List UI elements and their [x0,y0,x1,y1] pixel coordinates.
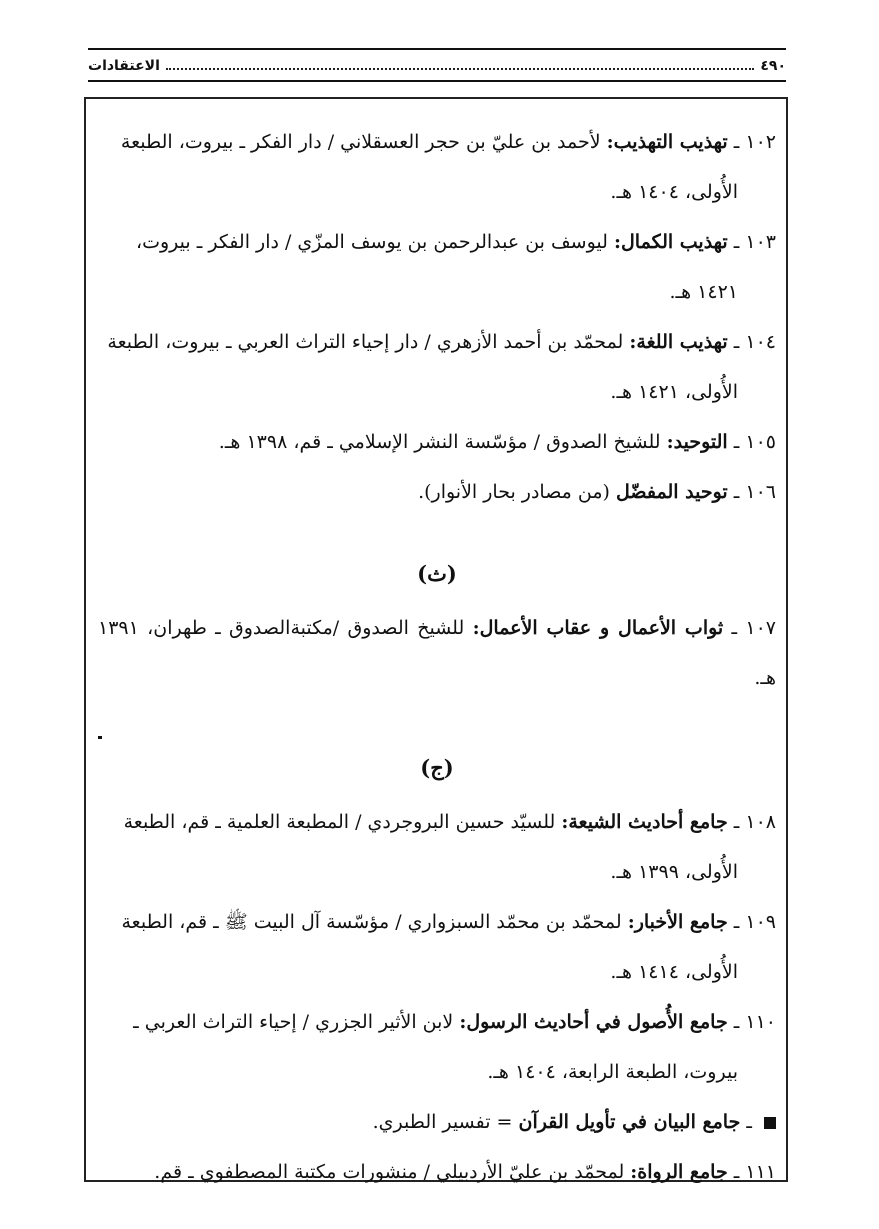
entry-number: ١٠٤ ـ [733,331,776,353]
bibliography-list [98,117,776,1197]
bib-entry-107 [98,603,776,703]
bib-entry-111 [98,1147,776,1197]
entry-title: جامع الأُصول في أحاديث الرسول: [459,1011,728,1033]
running-header [88,48,786,82]
bib-entry-103 [98,217,776,317]
bib-entry-108 [98,797,776,897]
entry-details: لمحمّد بن محمّد السبزواري / مؤسّسة آل البيت ﷺ ـ قم، الطبعة [121,911,622,933]
entry-details: للشيخ الصدوق / مؤسّسة النشر الإسلامي ـ قم، ١٣٩٨ هـ. [218,431,661,453]
entry-continuation: الأُولى، ١٤٠٤ هـ. [610,181,738,203]
entry-title: توحيد المفضّل [616,481,728,503]
entry-details: لمحمّد بن عليّ الأردبيلي / منشورات مكتبة المصطفوي ـ قم. [154,1161,625,1183]
entry-number: ١١٠ ـ [733,1011,776,1033]
entry-title: جامع الأخبار: [627,911,728,933]
entry-title: تهذيب التهذيب: [606,131,728,153]
entry-number: ١٠٨ ـ [733,811,776,833]
entry-number: ١٠٢ ـ [733,131,776,153]
entry-number: ١١١ ـ [733,1161,776,1183]
entry-title: التوحيد: [666,431,728,453]
section-heading-tha: (ث) [417,561,457,586]
square-bullet-icon [764,1117,776,1129]
entry-details: للسيّد حسين البروجردي / المطبعة العلمية ـ قم، الطبعة [123,811,556,833]
entry-title: جامع الرواة: [630,1161,728,1183]
header-row [88,56,786,76]
entry-number: ١٠٦ ـ [733,481,776,503]
header-bottom-rule [88,80,786,82]
entry-details: لأحمد بن عليّ بن حجر العسقلاني / دار الفكر ـ بيروت، الطبعة [120,131,601,153]
entry-number: ١٠٣ ـ [733,231,776,253]
bib-entry-106 [98,467,776,517]
bib-entry-102 [98,117,776,217]
bib-cross-reference [98,1097,776,1147]
entry-continuation: الأُولى، ١٤١٤ هـ. [610,961,738,983]
entry-details: لمحمّد بن أحمد الأزهري / دار إحياء التراث العربي ـ بيروت، الطبعة [107,331,624,353]
entry-number: ١٠٥ ـ [733,431,776,453]
entry-details: ليوسف بن عبدالرحمن بن يوسف المزّي / دار الفكر ـ بيروت، [135,231,608,253]
entry-details: للشيخ الصدوق /مكتبةالصدوق ـ طهران، ١٣٩١ هـ. [98,617,776,689]
entry-title: تهذيب الكمال: [613,231,728,253]
header-top-rule [88,48,786,50]
entry-number: ١٠٩ ـ [733,911,776,933]
running-title: الاعتقادات [88,58,160,74]
entry-title: جامع البيان في تأويل القرآن [518,1111,741,1133]
entry-continuation: ١٤٢١ هـ. [669,281,738,303]
bib-entry-109 [98,897,776,997]
entry-number: ١٠٧ ـ [731,617,777,639]
bibliography-frame [84,97,788,1182]
entry-title: ثواب الأعمال و عقاب الأعمال: [472,617,724,639]
entry-title: جامع أحاديث الشيعة: [561,811,728,833]
entry-continuation: الأُولى، ١٣٩٩ هـ. [610,861,738,883]
entry-number: ـ [746,1111,752,1133]
bib-entry-110 [98,997,776,1097]
entry-details: لابن الأثير الجزري / إحياء التراث العربي ـ [133,1011,454,1033]
entry-continuation: الأُولى، ١٤٢١ هـ. [610,381,738,403]
page-number: ٤٩٠ [760,58,786,74]
entry-details: (من مصادر بحار الأنوار). [418,481,610,503]
entry-details: = تفسير الطبري. [372,1111,513,1133]
bib-entry-105 [98,417,776,467]
section-heading-jim: (ج) [420,755,454,780]
dot-leader [166,68,754,70]
ink-speck [98,736,102,739]
bib-entry-104 [98,317,776,417]
entry-title: تهذيب اللغة: [629,331,728,353]
entry-continuation: بيروت، الطبعة الرابعة، ١٤٠٤ هـ. [487,1061,738,1083]
